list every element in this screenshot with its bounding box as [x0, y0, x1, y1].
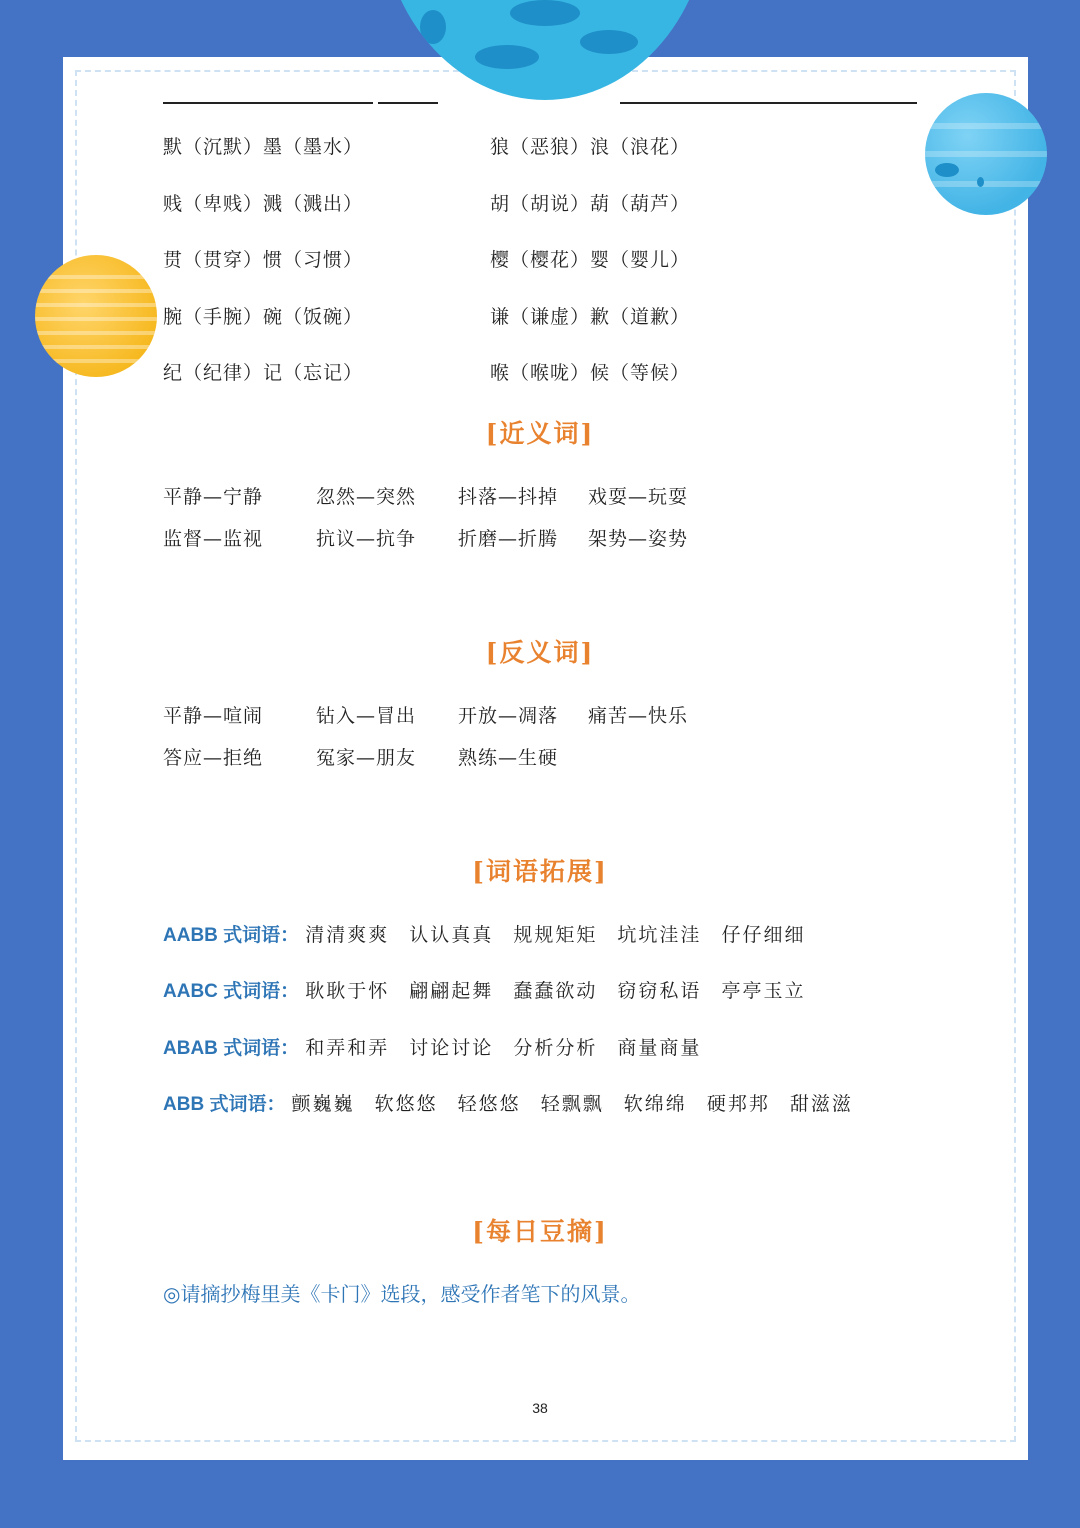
- extension-word: 讨论讨论: [409, 1037, 494, 1059]
- extension-word: 硬邦邦: [706, 1093, 770, 1115]
- extension-word: 耿耿于怀: [305, 980, 390, 1002]
- extension-word: 颤巍巍: [291, 1093, 355, 1115]
- extension-row-aabb: [163, 920, 819, 947]
- extension-row-aabc: [163, 976, 819, 1003]
- blank-line: [378, 102, 438, 104]
- extension-word: 坑坑洼洼: [617, 924, 702, 946]
- extension-word: 认认真真: [409, 924, 494, 946]
- extension-label: AABC 式词语：: [163, 981, 300, 1002]
- blank-line: [620, 102, 917, 104]
- extension-word: 软绵绵: [623, 1093, 687, 1115]
- extension-word: 和弄和弄: [305, 1037, 390, 1059]
- extension-word: 轻悠悠: [457, 1093, 521, 1115]
- synonym-pair: 忽然—突然: [316, 486, 417, 508]
- synonym-pair: 架势—姿势: [588, 528, 689, 550]
- antonym-pair: 钻入—冒出: [316, 705, 417, 727]
- pair-right: 胡（胡说）葫（葫芦）: [490, 193, 691, 215]
- synonym-pair: 抖落—抖掉: [458, 486, 559, 508]
- antonyms-heading: [反义词]: [485, 638, 595, 667]
- extension-word: 软悠悠: [374, 1093, 438, 1115]
- page-number: 38: [532, 1400, 548, 1416]
- pair-right: 喉（喉咙）候（等候）: [490, 362, 691, 384]
- extension-word: 窃窃私语: [617, 980, 702, 1002]
- extension-label: AABB 式词语：: [163, 925, 300, 946]
- synonym-pair: 戏耍—玩耍: [588, 486, 689, 508]
- extension-label: ABB 式词语：: [163, 1094, 286, 1115]
- planet-right-illustration: [925, 93, 1047, 215]
- pair-left: 贯（贯穿）惯（习惯）: [163, 249, 364, 271]
- extension-word: 分析分析: [513, 1037, 598, 1059]
- extension-word: 甜滋滋: [789, 1093, 853, 1115]
- extension-word: 亭亭玉立: [721, 980, 806, 1002]
- extension-word: 仔仔细细: [721, 924, 806, 946]
- extension-word: 轻飘飘: [540, 1093, 604, 1115]
- extension-word: 规规矩矩: [513, 924, 598, 946]
- blank-line: [163, 102, 373, 104]
- synonym-pair: 折磨—折腾: [458, 528, 559, 550]
- synonyms-heading: [近义词]: [485, 419, 595, 448]
- synonym-pair: 监督—监视: [163, 528, 264, 550]
- antonym-pair: 冤家—朋友: [316, 747, 417, 769]
- pair-left: 纪（纪律）记（忘记）: [163, 362, 364, 384]
- pair-left: 贱（卑贱）溅（溅出）: [163, 193, 364, 215]
- daily-heading: [每日豆摘]: [472, 1217, 608, 1246]
- extension-word: 蠢蠢欲动: [513, 980, 598, 1002]
- antonym-pair: 开放—凋落: [458, 705, 559, 727]
- extension-word: 商量商量: [617, 1037, 702, 1059]
- antonym-pair: 答应—拒绝: [163, 747, 264, 769]
- pair-right: 狼（恶狼）浪（浪花）: [490, 136, 691, 158]
- extension-row-abab: [163, 1033, 715, 1060]
- planet-left-illustration: [35, 255, 157, 377]
- synonym-pair: 平静—宁静: [163, 486, 264, 508]
- pair-right: 樱（樱花）婴（婴儿）: [490, 249, 691, 271]
- antonym-pair: 平静—喧闹: [163, 705, 264, 727]
- extension-heading: [词语拓展]: [472, 857, 608, 886]
- antonym-pair: 痛苦—快乐: [588, 705, 689, 727]
- extension-row-abb: [163, 1089, 867, 1116]
- pair-left: 腕（手腕）碗（饭碗）: [163, 306, 364, 328]
- pair-left: 默（沉默）墨（墨水）: [163, 136, 364, 158]
- extension-word: 清清爽爽: [305, 924, 390, 946]
- pair-right: 谦（谦虚）歉（道歉）: [490, 306, 691, 328]
- synonym-pair: 抗议—抗争: [316, 528, 417, 550]
- extension-word: 翩翩起舞: [409, 980, 494, 1002]
- daily-instruction: ◎请摘抄梅里美《卡门》选段，感受作者笔下的风景。: [163, 1284, 641, 1306]
- extension-label: ABAB 式词语：: [163, 1038, 300, 1059]
- antonym-pair: 熟练—生硬: [458, 747, 559, 769]
